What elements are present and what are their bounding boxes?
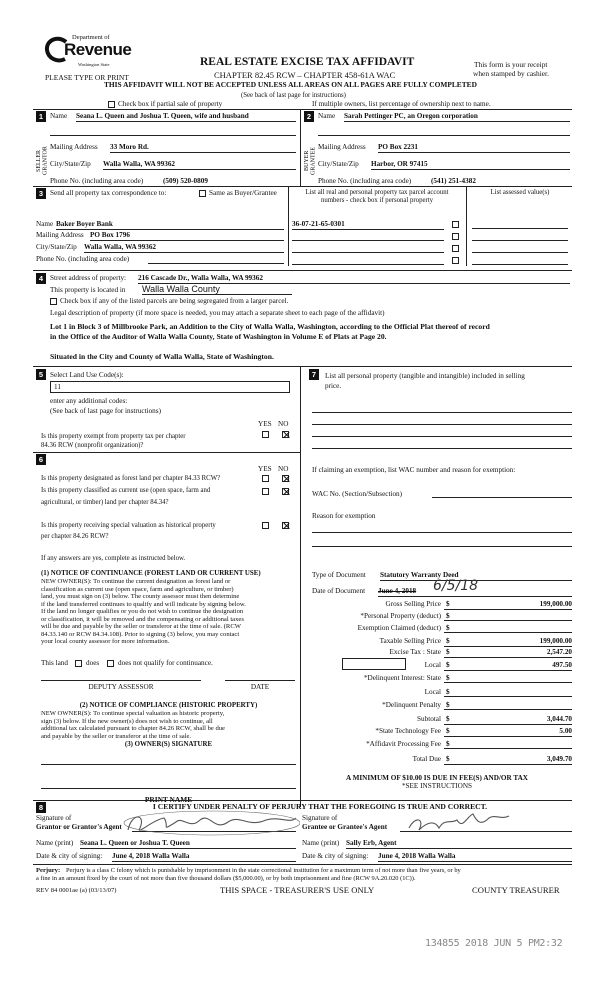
seller-grantor-label: SELLER GRANTOR <box>36 146 49 176</box>
grantor-sig-label-2: Grantor or Grantor's Agent <box>36 823 122 831</box>
located-in-label: This property is located in <box>50 286 126 294</box>
dor-logo <box>42 32 132 72</box>
affidavit-fee-label: *Affidavit Processing Fee <box>366 740 441 748</box>
perjury-line-1: Perjury is a class C felony which is punishable by imprisonment in the state correctional institution for a maximum term of not more than five years, or by <box>66 867 461 874</box>
sec3-city-value[interactable]: Walla Walla, WA 99362 <box>84 243 284 253</box>
buyer-mailing-label: Mailing Address <box>318 143 366 151</box>
multiple-owners-note: If multiple owners, list percentage of ownership next to name. <box>312 100 491 108</box>
local2-dollar: $ <box>446 688 450 696</box>
section-3-number: 3 <box>36 188 46 199</box>
grantee-date-label: Date & city of signing: <box>302 852 369 860</box>
forest-no-checkbox[interactable] <box>282 475 289 482</box>
sec3-name-value[interactable]: Baker Boyer Bank <box>56 220 284 230</box>
seller-mailing-value[interactable]: 33 Moro Rd. <box>110 143 296 153</box>
taxable-price-value[interactable]: 199,000.00 <box>444 637 572 647</box>
legal-description-line-2: in the Office of the Auditor of Walla Walla County, State of Washington in Volume E of Plats at Page 20. <box>50 332 387 341</box>
sec3-name-label: Name <box>36 220 54 228</box>
owner-signature-line[interactable] <box>41 764 296 765</box>
form-chapter: CHAPTER 82.45 RCW – CHAPTER 458-61A WAC <box>214 70 396 80</box>
forest-yes-checkbox[interactable] <box>262 475 269 482</box>
sec3-phone-label: Phone No. (including area code) <box>36 255 130 263</box>
land-does-checkbox[interactable] <box>75 660 82 667</box>
exemption-claim-label: If claiming an exemption, list WAC number and reason for exemption: <box>312 466 516 474</box>
parcel-2-checkbox[interactable] <box>452 233 459 240</box>
grantor-signature-mark <box>120 808 300 838</box>
delinquent-penalty-value[interactable] <box>444 709 572 710</box>
exemption-reason-label: Reason for exemption <box>312 512 376 520</box>
recording-stamp: 134855 2018 JUN 5 PM2:32 <box>425 938 563 949</box>
perjury-label: Perjury: <box>36 867 61 874</box>
section-6-number: 6 <box>36 454 46 465</box>
grantor-name-value[interactable]: Seana L. Queen or Joshua T. Queen <box>80 839 296 849</box>
taxable-price-label: Taxable Selling Price <box>379 637 441 645</box>
grantor-date-label: Date & city of signing: <box>36 852 103 860</box>
historic-no-checkbox[interactable] <box>282 522 289 529</box>
deputy-date-label: DATE <box>250 683 270 691</box>
seller-mailing-label: Mailing Address <box>50 143 98 151</box>
located-in-value[interactable]: Walla Walla County <box>142 284 292 295</box>
personal-deduct-dollar: $ <box>446 612 450 620</box>
taxable-dollar: $ <box>446 637 450 645</box>
current-use-question-2: agricultural, or timber) land per chapter 84.34? <box>41 499 169 506</box>
sec3-mailing-value[interactable]: PO Box 1796 <box>90 231 284 241</box>
local-value[interactable]: 497.50 <box>444 661 572 671</box>
logo-top: Department of <box>72 34 110 41</box>
seller-city-value[interactable]: Walla Walla, WA 99362 <box>103 160 296 170</box>
section-5-number: 5 <box>36 369 46 380</box>
tech-fee-label: *State Technology Fee <box>375 727 441 735</box>
delinquent-penalty-label: *Delinquent Penalty <box>382 701 441 709</box>
land-does-label: does <box>86 659 100 667</box>
legal-description-line-1: Lot 1 in Block 3 of Millbrooke Park, an Addition to the City of Walla Walla, Washington, according to the Official Plat thereof of record <box>50 322 490 331</box>
land-does-not-checkbox[interactable] <box>107 660 114 667</box>
notice1-line-6: or classification, it will be removed and the compensating or additional taxes <box>41 615 244 623</box>
receipt-note-1: This form is your receipt <box>474 60 548 69</box>
grantee-signature-mark <box>405 808 515 838</box>
county-treasurer: COUNTY TREASURER <box>472 885 560 895</box>
notice2-line-2: sign (3) below. If the new owner(s) does not wish to continue, all <box>41 717 213 725</box>
partial-sale-checkbox[interactable] <box>108 101 115 108</box>
exempt-yes-checkbox[interactable] <box>262 431 269 438</box>
sec6-no: NO <box>278 465 289 473</box>
subtotal-dollar: $ <box>446 715 450 723</box>
buyer-name-value[interactable]: Sarah Pettinger PC, an Oregon corporation <box>344 112 570 122</box>
notice1-line-1: NEW OWNER(S): To continue the current designation as forest land or <box>41 578 231 585</box>
delinquent-interest-label: *Delinquent Interest: State <box>363 674 441 682</box>
notice1-line-5: If the land no longer qualifies or you do not wish to continue the designation <box>41 608 244 615</box>
buyer-grantee-label: BUYER GRANTEE <box>304 147 317 175</box>
notice-compliance-title: (2) NOTICE OF COMPLIANCE (HISTORIC PROPERTY) <box>79 702 258 709</box>
sec3-phone-value[interactable] <box>148 263 284 264</box>
doc-date-value[interactable]: June 4, 2018 <box>378 587 572 597</box>
local2-label: Local <box>424 688 441 696</box>
sec5-no: NO <box>278 420 289 428</box>
buyer-city-label: City/State/Zip <box>318 160 359 168</box>
buyer-mailing-value[interactable]: PO Box 2231 <box>378 143 570 153</box>
notice2-line-1: NEW OWNER(S): To continue special valuation as historic property, <box>41 710 225 717</box>
historic-yes-checkbox[interactable] <box>262 522 269 529</box>
subtotal-label: Subtotal <box>417 715 441 723</box>
current-use-question-1: Is this property classified as current use (open space, farm and <box>41 487 211 494</box>
treasurer-use-only: THIS SPACE - TREASURER'S USE ONLY <box>220 885 375 895</box>
exemption-deduct-value[interactable] <box>444 632 572 633</box>
notice2-line-3: additional tax calculated pursuant to chapter 84.26 RCW, shall be due <box>41 725 225 732</box>
see-instructions-note: *SEE INSTRUCTIONS <box>401 782 473 790</box>
parcel-header-1: List all real and personal property tax parcel account <box>305 189 449 196</box>
notice1-line-2: classification as current use (open space, farm and agriculture, or timber) <box>41 585 234 593</box>
notice1-line-7: will be due and payable by the seller or transferor at the time of sale. (RCW <box>41 623 241 630</box>
buyer-city-value[interactable]: Harbor, OR 97415 <box>371 160 570 170</box>
grantee-sig-label-1: Signature of <box>302 814 338 822</box>
local2-value[interactable] <box>444 696 572 697</box>
parcel-header-2: numbers - check box if personal property <box>320 197 434 204</box>
local-rate-box[interactable] <box>342 658 406 670</box>
parcel-1-checkbox[interactable] <box>452 221 459 228</box>
notice1-line-8: 84.33.140 or RCW 84.34.108). Prior to signing (3) below, you may contact <box>41 630 240 638</box>
doc-type-value[interactable]: Statutory Warranty Deed <box>380 571 572 581</box>
seller-phone-label: Phone No. (including area code) <box>50 177 144 185</box>
affidavit-fee-value[interactable] <box>444 748 572 749</box>
seller-name-value[interactable]: Seana L. Queen and Joshua T. Queen, wife and husband <box>76 112 296 122</box>
grantee-date-value[interactable]: June 4, 2018 Walla Walla <box>378 852 572 862</box>
grantor-date-value[interactable]: June 4, 2018 Walla Walla <box>112 852 296 862</box>
certify-statement: I CERTIFY UNDER PENALTY OF PERJURY THAT THE FOREGOING IS TRUE AND CORRECT. <box>152 802 488 811</box>
sec3-mailing-label: Mailing Address <box>36 231 84 239</box>
historic-question-1: Is this property receiving special valuation as historical property <box>41 522 216 529</box>
section-1-number: 1 <box>36 111 46 122</box>
form-revision: REV 84 0001ae (a) (03/13/07) <box>36 887 117 894</box>
wac-label: WAC No. (Section/Subsection) <box>312 490 403 498</box>
personal-deduct-value[interactable] <box>444 620 572 621</box>
parcel-3-checkbox[interactable] <box>452 245 459 252</box>
doc-date-label: Date of Document <box>312 587 366 595</box>
receipt-note-2: when stamped by cashier. <box>473 69 549 78</box>
buyer-phone-label: Phone No. (including area code) <box>318 177 412 185</box>
sec6-yes: YES <box>258 465 272 473</box>
delinquent-penalty-dollar: $ <box>446 701 450 709</box>
notice1-line-9: your local county assessor for more information. <box>41 638 170 645</box>
partial-sale-label: Check box if partial sale of property <box>118 100 223 108</box>
section-8-number: 8 <box>36 802 46 813</box>
personal-deduct-label: *Personal Property (deduct) <box>360 612 441 620</box>
parcel-1-value[interactable]: 36-07-21-65-0301 <box>292 220 444 230</box>
exempt-question-1: Is this property exempt from property tax per chapter <box>41 433 186 440</box>
delinquent-interest-dollar: $ <box>446 674 450 682</box>
notice2-line-4: and payable by the seller or transferor at the time of sale. <box>41 732 192 740</box>
local-dollar: $ <box>446 661 450 669</box>
seller-phone-value[interactable]: (509) 520-0809 <box>163 177 296 187</box>
owner-signature-label: (3) OWNER(S) SIGNATURE <box>124 741 213 748</box>
total-due-dollar: $ <box>446 755 450 763</box>
perjury-line-2: a fine in an amount fixed by the court of not more than five thousand dollars ($5,000.00), or by both imprisonment and fine (RCW 9A.20.020 (1C)). <box>36 875 416 882</box>
notice1-line-3: land, you must sign on (3) below. The county assessor must then determine <box>41 593 240 600</box>
excise-state-dollar: $ <box>446 648 450 656</box>
same-as-buyer-checkbox[interactable] <box>199 190 206 197</box>
grantor-name-label: Name (print) <box>36 839 74 847</box>
parcel-4-checkbox[interactable] <box>452 257 459 264</box>
historic-question-2: per chapter 84.26 RCW? <box>41 533 109 540</box>
minimum-fee-note: A MINIMUM OF $10.00 IS DUE IN FEE(S) AND/OR TAX <box>346 774 528 782</box>
total-due-label: Total Due <box>412 755 441 763</box>
legal-description-line-3: Situated in the City and County of Walla Walla, State of Washington. <box>50 352 274 361</box>
gross-price-value[interactable]: 199,000.00 <box>444 600 572 610</box>
street-address-value[interactable]: 216 Cascade Dr., Walla Walla, WA 99362 <box>138 274 570 284</box>
grantee-sig-label-2: Grantee or Grantee's Agent <box>302 823 388 831</box>
doc-date-handwritten: 6/5/18 <box>433 578 479 594</box>
see-back-top: (See back of last page for instructions) <box>241 92 346 99</box>
assessed-1-value[interactable] <box>472 228 568 229</box>
legal-description-label: Legal description of property (if more space is needed, you may attach a separate sheet to each page of the affidavit) <box>50 309 385 317</box>
notice1-line-4: if the land transferred continues to qualify and will indicate by signing below. <box>41 600 246 608</box>
exemption-deduct-dollar: $ <box>446 624 450 632</box>
same-as-buyer-label: Same as Buyer/Grantee <box>209 189 277 197</box>
tech-fee-dollar: $ <box>446 727 450 735</box>
logo-sub: Washington State <box>78 62 110 67</box>
doc-type-label: Type of Document <box>312 571 366 579</box>
this-land-label: This land <box>41 659 68 667</box>
personal-property-label-2: price. <box>325 382 342 390</box>
section-2-number: 2 <box>304 111 314 122</box>
sec5-see-back: (See back of last page for instructions) <box>50 407 161 415</box>
segregated-checkbox[interactable] <box>50 298 57 305</box>
notice-continuance-title: (1) NOTICE OF CONTINUANCE (FOREST LAND OR CURRENT USE) <box>41 570 261 577</box>
tech-fee-value[interactable]: 5.00 <box>444 727 572 737</box>
buyer-phone-value[interactable]: (541) 251-4382 <box>431 177 570 187</box>
excise-state-label: Excise Tax : State <box>389 648 441 656</box>
forest-question: Is this property designated as forest land per chapter 84.33 RCW? <box>41 475 221 482</box>
print-name-line[interactable] <box>41 788 296 789</box>
form-warning: THIS AFFIDAVIT WILL NOT BE ACCEPTED UNLESS ALL AREAS ON ALL PAGES ARE FULLY COMPLETED <box>104 80 477 89</box>
grantee-name-label: Name (print) <box>302 839 340 847</box>
local-label: Local <box>424 661 441 669</box>
current-use-no-checkbox[interactable] <box>282 488 289 495</box>
current-use-yes-checkbox[interactable] <box>262 488 269 495</box>
delinquent-interest-value[interactable] <box>444 682 572 683</box>
if-yes-note: If any answers are yes, complete as instructed below. <box>41 555 186 562</box>
land-does-not-label: does not qualify for continuance. <box>118 659 213 667</box>
buyer-name-label: Name <box>318 112 336 120</box>
excise-state-value[interactable]: 2,547.20 <box>444 648 572 658</box>
wac-input[interactable] <box>432 497 572 498</box>
gross-dollar: $ <box>446 600 450 608</box>
gross-price-label: Gross Selling Price <box>385 600 441 608</box>
segregated-label: Check box if any of the listed parcels are being segregated from a larger parcel. <box>60 297 289 305</box>
exempt-question-2: 84.36 RCW (nonprofit organization)? <box>41 442 144 449</box>
seller-city-label: City/State/Zip <box>50 160 91 168</box>
deputy-assessor-label: DEPUTY ASSESSOR <box>88 683 154 691</box>
land-use-code-input[interactable]: 11 <box>50 381 290 393</box>
section-4-number: 4 <box>36 273 46 284</box>
print-name-label: PRINT NAME <box>144 795 193 804</box>
total-due-value[interactable]: 3,049.70 <box>444 755 572 765</box>
sec5-yes: YES <box>258 420 272 428</box>
land-use-label: Select Land Use Code(s): <box>50 371 124 379</box>
send-correspondence-label: Send all property tax correspondence to: <box>50 189 167 197</box>
exemption-deduct-label: Exemption Claimed (deduct) <box>357 624 441 632</box>
seller-name-label: Name <box>50 112 68 120</box>
sec3-city-label: City/State/Zip <box>36 243 77 251</box>
subtotal-value[interactable]: 3,044.70 <box>444 715 572 725</box>
section-7-number: 7 <box>309 369 319 380</box>
please-type: PLEASE TYPE OR PRINT <box>45 73 129 82</box>
personal-property-label-1: List all personal property (tangible and intangible) included in selling <box>325 372 525 380</box>
exempt-no-checkbox[interactable] <box>282 431 289 438</box>
grantor-sig-label-1: Signature of <box>36 814 72 822</box>
form-title: REAL ESTATE EXCISE TAX AFFIDAVIT <box>200 56 415 68</box>
additional-codes-label: enter any additional codes: <box>50 397 128 405</box>
assessed-header: List assessed value(s) <box>490 189 550 196</box>
affidavit-fee-dollar: $ <box>446 740 450 748</box>
logo-main: Revenue <box>64 40 132 59</box>
street-address-label: Street address of property: <box>50 274 127 282</box>
grantee-name-value[interactable]: Sally Erb, Agent <box>346 839 572 849</box>
